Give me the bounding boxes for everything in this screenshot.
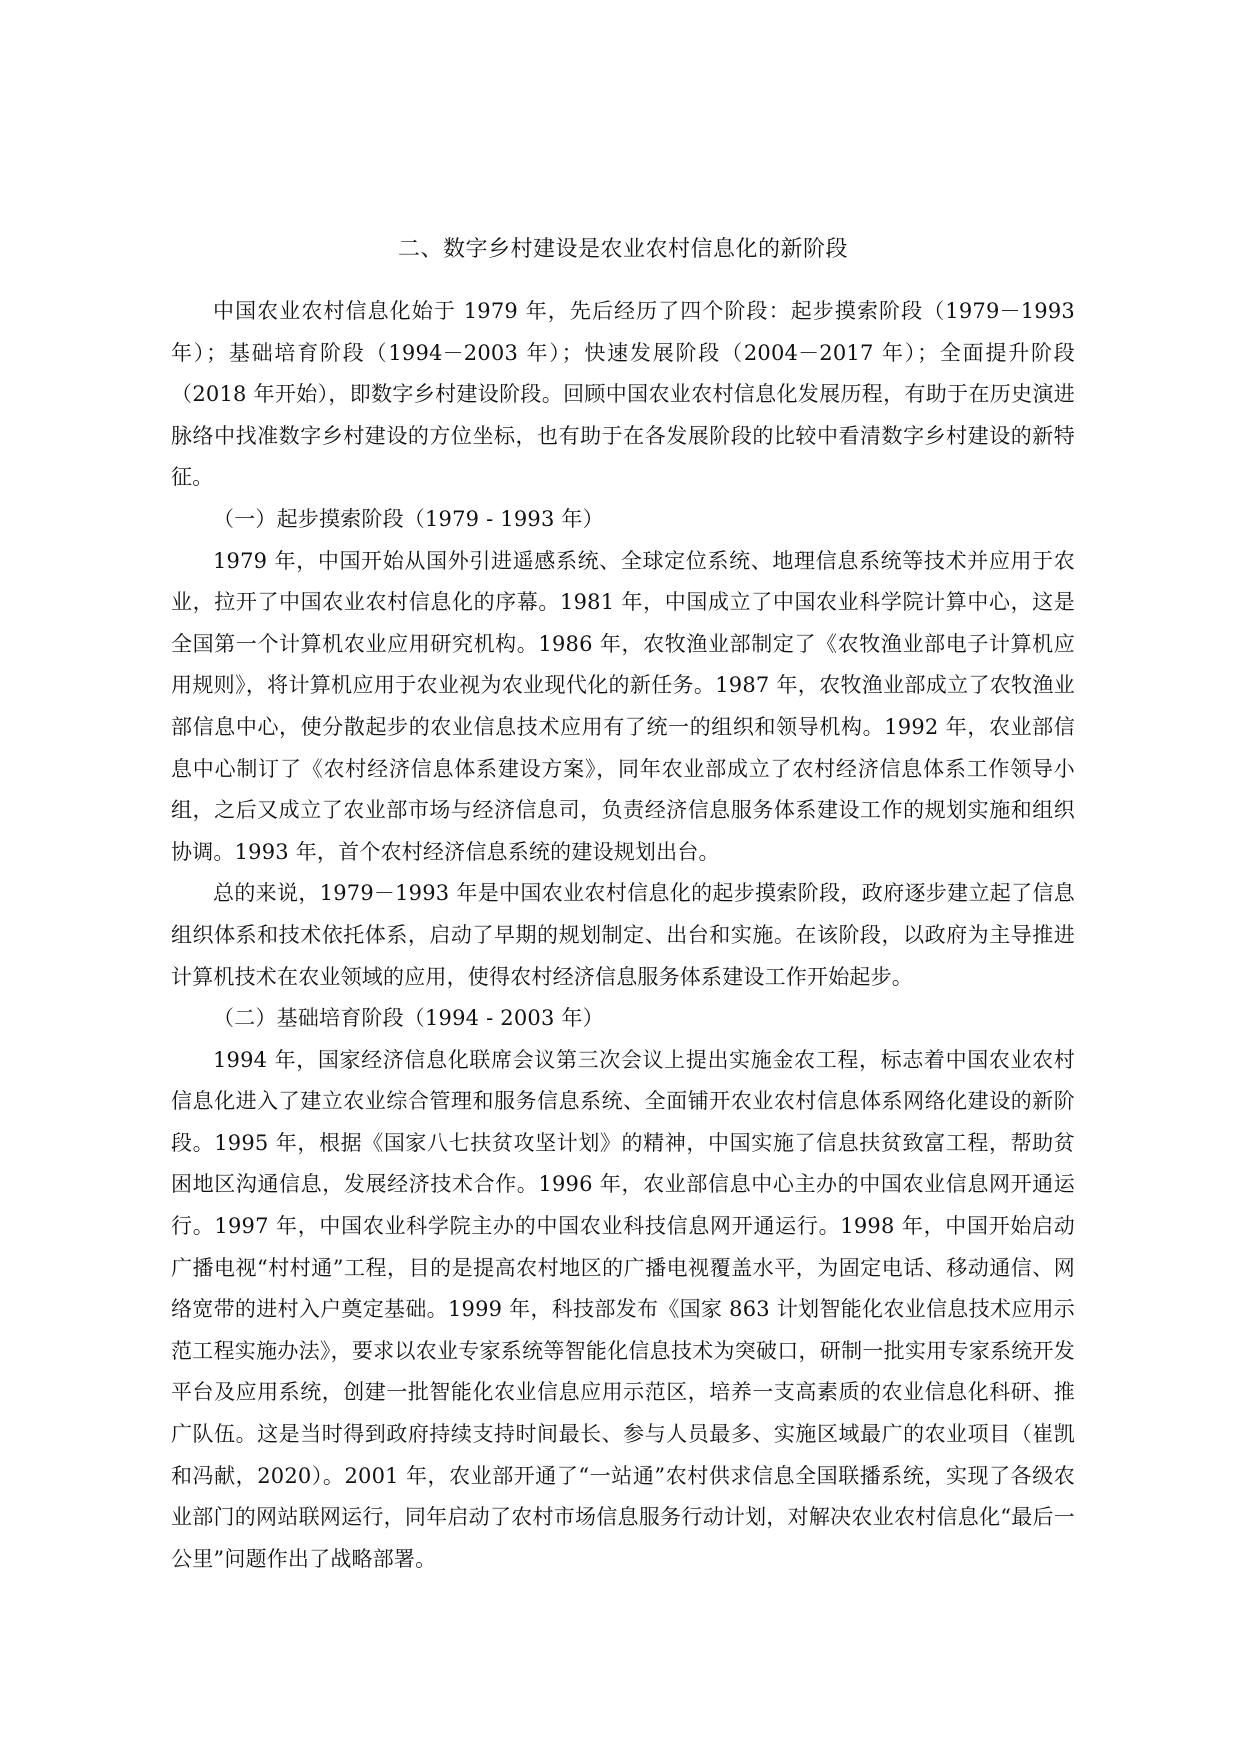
document-title: 二、数字乡村建设是农业农村信息化的新阶段 — [397, 237, 848, 262]
section1-paragraph-2: 总的来说，1979－1993 年是中国农业农村信息化的起步摸索阶段，政府逐步建立起了信息组织体系和技术依托体系，启动了早期的规划制定、出台和实施。在该阶段，以政府为主导推进计算机技术在农业领域的应用，使得农村经济信息服务体系建设工作开始起步。 — [171, 881, 1075, 989]
document-page — [171, 228, 1075, 1580]
section1-paragraph-1: 1979 年，中国开始从国外引进遥感系统、全球定位系统、地理信息系统等技术并应用于农业，拉开了中国农业农村信息化的序幕。1981 年，中国成立了中国农业科学院计算中心，这是全国第一个计算机农业应用研究机构。1986 年，农牧渔业部制定了《农牧渔业部电子计算机应用规则》，将计算机应用于农业视为农业现代化的新任务。1987 年，农牧渔业部成立了农牧渔业部信息中心，使分散起步的农业信息技术应用有了统一的组织和领导机构。1992 年，农业部信息中心制订了《农村经济信息体系建设方案》，同年农业部成立了农村经济信息体系工作领导小组，之后又成立了农业部市场与经济信息司，负责经济信息服务体系建设工作的规划实施和组织协调。1993 年，首个农村经济信息系统的建设规划出台。 — [171, 548, 1075, 864]
intro-paragraph: 中国农业农村信息化始于 1979 年，先后经历了四个阶段：起步摸索阶段（1979－1993 年）；基础培育阶段（1994－2003 年）；快速发展阶段（2004－2017 年）；全面提升阶段（2018 年开始），即数字乡村建设阶段。回顾中国农业农村信息化发展历程，有助于在历史演进脉络中找准数字乡村建设的方位坐标，也有助于在各发展阶段的比较中看清数字乡村建设的新特征。 — [171, 299, 1075, 490]
section-heading-1: （一）起步摸索阶段（1979 - 1993 年） — [213, 506, 604, 531]
section-heading-2: （二）基础培育阶段（1994 - 2003 年） — [213, 1006, 604, 1031]
section2-paragraph-1: 1994 年，国家经济信息化联席会议第三次会议上提出实施金农工程，标志着中国农业农村信息化进入了建立农业综合管理和服务信息系统、全面铺开农业农村信息体系网络化建设的新阶段。1995 年，根据《国家八七扶贫攻坚计划》的精神，中国实施了信息扶贫致富工程，帮助贫困地区沟通信息，发展经济技术合作。1996 年，农业部信息中心主办的中国农业信息网开通运行。1997 年，中国农业科学院主办的中国农业科技信息网开通运行。1998 年，中国开始启动广播电视“村村通”工程，目的是提高农村地区的广播电视覆盖水平，为固定电话、移动通信、网络宽带的进村入户奠定基础。1999 年，科技部发布《国家 863 计划智能化农业信息技术应用示范工程实施办法》，要求以农业专家系统等智能化信息技术为突破口，研制一批实用专家系统开发平台及应用系统，创建一批智能化农业信息应用示范区，培养一支高素质的农业信息化科研、推广队伍。这是当时得到政府持续支持时间最长、参与人员最多、实施区域最广的农业项目（崔凯和冯献，2020）。2001 年，农业部开通了“一站通”农村供求信息全国联播系统，实现了各级农业部门的网站联网运行，同年启动了农村市场信息服务行动计划，对解决农业农村信息化“最后一公里”问题作出了战略部署。 — [171, 1047, 1075, 1571]
